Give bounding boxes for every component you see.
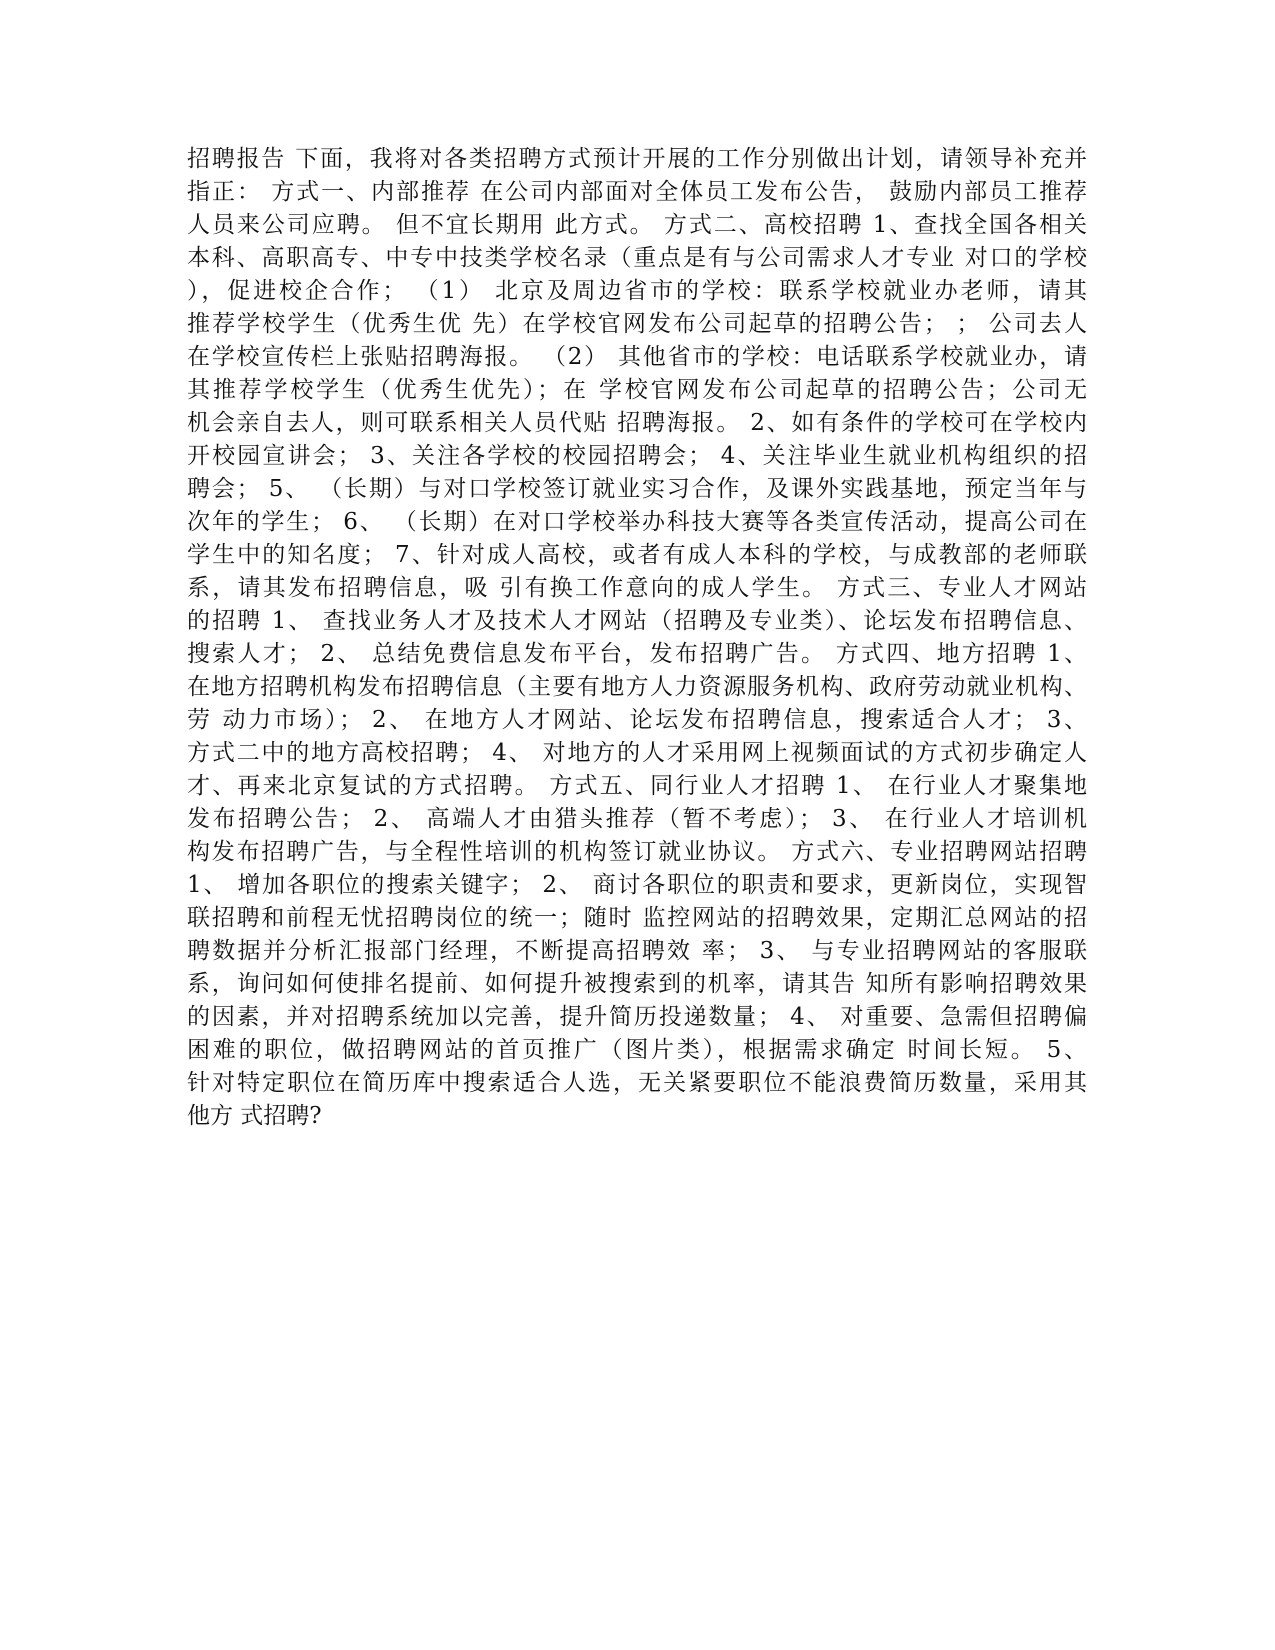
text-line: 针对特定职位在简历库中搜索适合人选，无关紧要职位不能浪费简历数量，采用其 (187, 1070, 1087, 1096)
text-line: 方式二中的地方高校招聘； 4、 对地方的人才采用网上视频面试的方式初步确定人 (187, 740, 1087, 766)
text-line: 机会亲自去人，则可联系相关人员代贴 招聘海报。 2、如有条件的学校可在学校内 (187, 410, 1087, 436)
text-line: 搜索人才； 2、 总结免费信息发布平台，发布招聘广告。 方式四、地方招聘 1、 (187, 641, 1087, 667)
text-line: 人员来公司应聘。 但不宜长期用 此方式。 方式二、高校招聘 1、查找全国各相关 (187, 212, 1087, 238)
text-line: 在地方招聘机构发布招聘信息（主要有地方人力资源服务机构、政府劳动就业机构、 (187, 674, 1087, 700)
text-line: 次年的学生； 6、 （长期）在对口学校举办科技大赛等各类宣传活动，提高公司在 (187, 509, 1087, 535)
text-line: 系，请其发布招聘信息，吸 引有换工作意向的成人学生。 方式三、专业人才网站 (187, 575, 1087, 601)
text-line: 的招聘 1、 查找业务人才及技术人才网站（招聘及专业类）、论坛发布招聘信息、 (187, 608, 1087, 634)
body-text (187, 143, 1087, 1133)
text-line: 发布招聘公告； 2、 高端人才由猎头推荐（暂不考虑）； 3、 在行业人才培训机 (187, 806, 1087, 832)
text-line: 其推荐学校学生（优秀生优先）；在 学校官网发布公司起草的招聘公告；公司无 (187, 377, 1087, 403)
text-line: 招聘报告 下面，我将对各类招聘方式预计开展的工作分别做出计划，请领导补充并 (187, 146, 1087, 172)
text-line: 困难的职位，做招聘网站的首页推广（图片类），根据需求确定 时间长短。 5、 (187, 1037, 1087, 1063)
text-line: ），促进校企合作； （1） 北京及周边省市的学校：联系学校就业办老师，请其 (187, 278, 1087, 304)
text-line: 联招聘和前程无忧招聘岗位的统一；随时 监控网站的招聘效果，定期汇总网站的招 (187, 905, 1087, 931)
text-line: 劳 动力市场）； 2、 在地方人才网站、论坛发布招聘信息，搜索适合人才； 3、 (187, 707, 1087, 733)
text-line: 聘数据并分析汇报部门经理，不断提高招聘效 率； 3、 与专业招聘网站的客服联 (187, 938, 1087, 964)
text-line: 构发布招聘广告，与全程性培训的机构签订就业协议。 方式六、专业招聘网站招聘 (187, 839, 1087, 865)
text-line: 他方 式招聘? (187, 1103, 322, 1129)
text-line: 1、 增加各职位的搜索关键字； 2、 商讨各职位的职责和要求，更新岗位，实现智 (187, 872, 1087, 898)
text-line: 聘会； 5、 （长期）与对口学校签订就业实习合作，及课外实践基地，预定当年与 (187, 476, 1087, 502)
text-line: 推荐学校学生（优秀生优 先）在学校官网发布公司起草的招聘公告； ； 公司去人 (187, 311, 1087, 337)
text-line: 才、再来北京复试的方式招聘。 方式五、同行业人才招聘 1、 在行业人才聚集地 (187, 773, 1087, 799)
text-line: 指正： 方式一、内部推荐 在公司内部面对全体员工发布公告， 鼓励内部员工推荐 (187, 179, 1087, 205)
text-line: 开校园宣讲会； 3、关注各学校的校园招聘会； 4、关注毕业生就业机构组织的招 (187, 443, 1087, 469)
text-line: 的因素，并对招聘系统加以完善，提升简历投递数量； 4、 对重要、急需但招聘偏 (187, 1004, 1087, 1030)
text-line: 在学校宣传栏上张贴招聘海报。 （2） 其他省市的学校：电话联系学校就业办，请 (187, 344, 1087, 370)
text-line: 学生中的知名度； 7、针对成人高校，或者有成人本科的学校，与成教部的老师联 (187, 542, 1087, 568)
text-line: 本科、高职高专、中专中技类学校名录（重点是有与公司需求人才专业 对口的学校 (187, 245, 1087, 271)
text-line: 系，询问如何使排名提前、如何提升被搜索到的机率，请其告 知所有影响招聘效果 (187, 971, 1087, 997)
